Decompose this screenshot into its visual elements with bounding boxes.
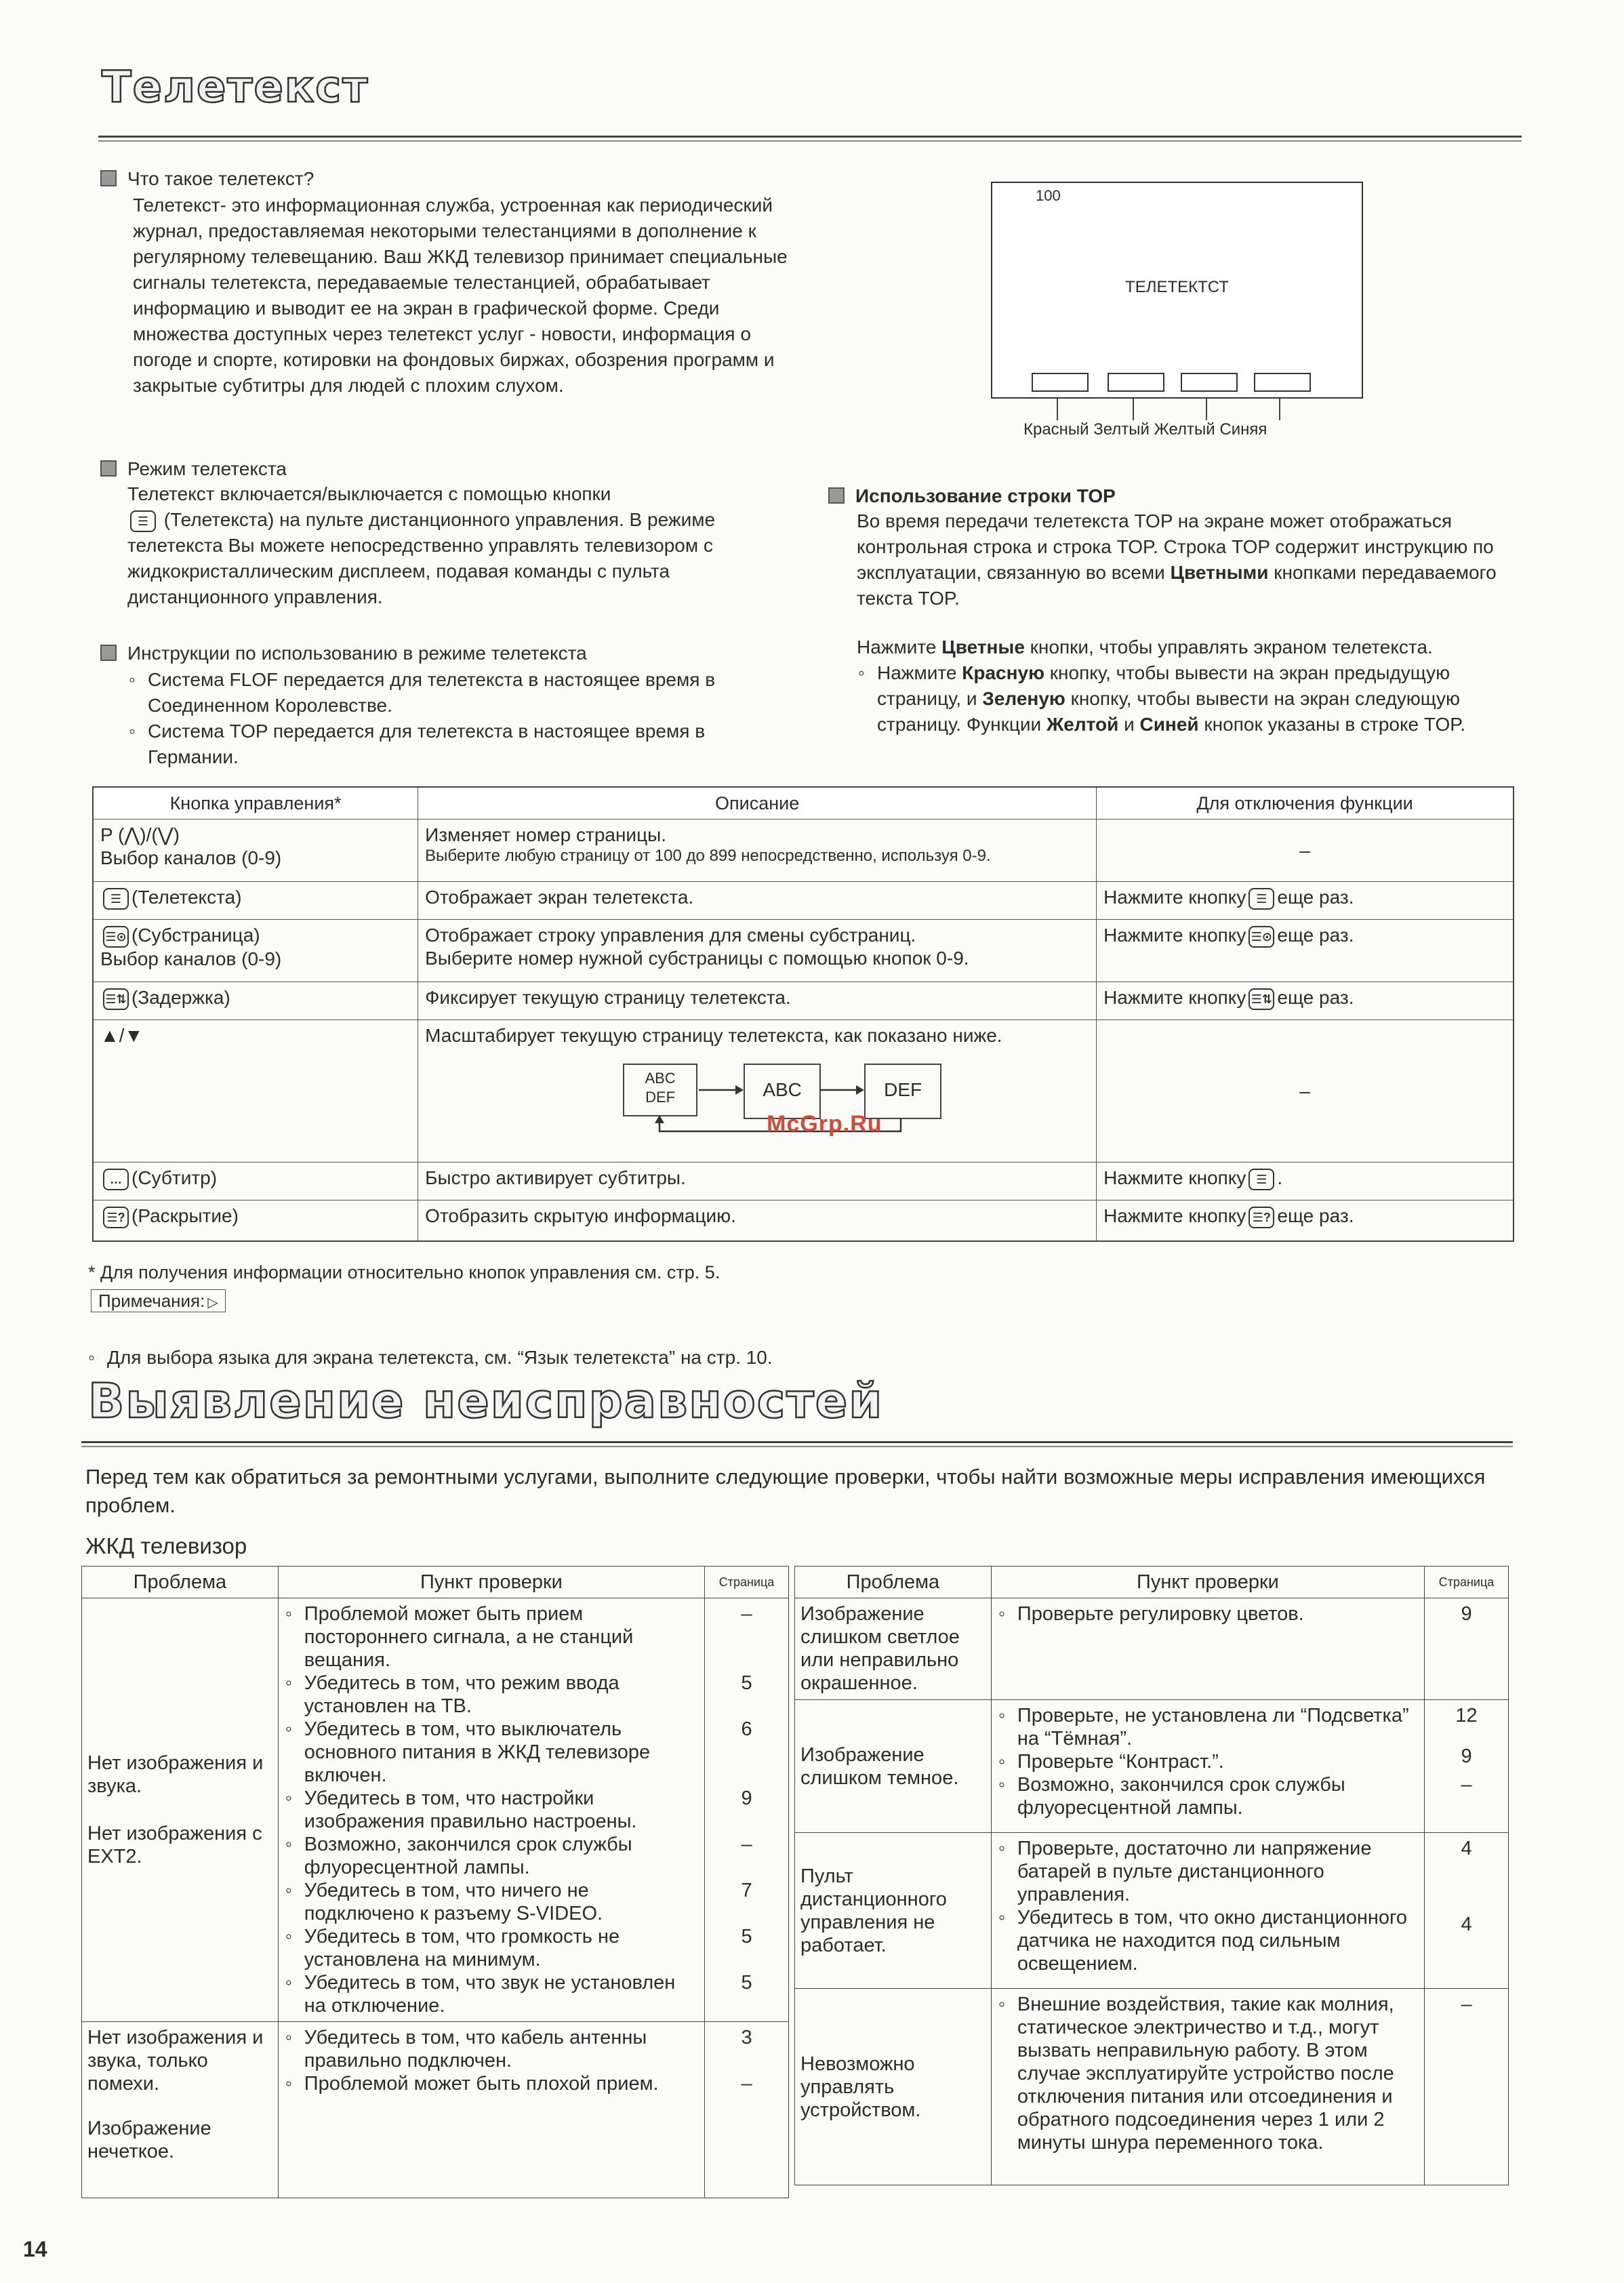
disable-cell: –: [1097, 1020, 1514, 1163]
screen-page-number: 100: [1036, 187, 1061, 204]
instructions-bullet-2: ◦ Система TOP передается для телетекста в настоящее время в Германии.: [127, 719, 785, 770]
zoom-box-top: ABC: [744, 1064, 821, 1119]
mode-heading: Режим телетекста: [127, 458, 287, 479]
button-name: (Телетекста): [131, 887, 242, 908]
table-row: [93, 1163, 1514, 1200]
check-item: ◦ Проверьте, достаточно ли напряжение батарей в пульте дистанционного управления.: [997, 1837, 1419, 1906]
page-ref: 7: [741, 1880, 752, 1901]
subtitle-icon: …: [103, 1169, 129, 1190]
swatch-leader-lines: [991, 389, 1360, 423]
check-item: ◦ Убедитесь в том, что кабель антенны правильно подключен.: [284, 2026, 699, 2072]
header-disable: Для отключения функции: [1097, 787, 1514, 820]
header-problem: Проблема: [795, 1567, 992, 1598]
button-name-2: Выбор каналов (0-9): [100, 948, 282, 969]
problem-text-2: Изображение нечеткое.: [87, 2118, 211, 2162]
mode-text-b: (Телетекста) на пульте дистанционного управления. В режиме телетекста Вы можете непосредственно управлять телевизором с жидкокристаллическим дисплеем, подавая команды с пульта дистанционного управления.: [127, 509, 716, 607]
mode-section: [100, 458, 792, 610]
button-name: ▲/▼: [93, 1020, 418, 1163]
description-2: Выберите любую страницу от 100 до 899 непосредственно, используя 0-9.: [425, 847, 991, 865]
instructions-section: [100, 643, 832, 770]
what-is-heading: Что такое телетекст?: [127, 168, 314, 189]
button-name: (Субстраница): [131, 925, 260, 946]
bullet-yellow: Желтой: [1046, 714, 1119, 735]
top-line-text-a: Во время передачи телетекста TOP на экране может отображаться контрольная строка и строка TOP. Строка TOP содержит инструкцию по эксплуатации, связанную во всеми: [857, 510, 1494, 583]
check-item: ◦ Внешние воздействия, такие как молния, статическое электричество и т.д., могут вызвать неправильную работу. В этом случае эксплуатируйте устройство после отключения питания или отсоединения и обратного подсоединения через 1 или 2 минуты шнура переменного тока.: [997, 1993, 1419, 2154]
problem-text: Пульт дистанционного управления не работает.: [795, 1833, 992, 1989]
table-row: [795, 1700, 1509, 1833]
page-ref: –: [741, 1603, 752, 1625]
problem-text: Нет изображения и звука.: [87, 1752, 264, 1797]
troubleshoot-title: Выявление неисправностей: [88, 1373, 884, 1429]
description: Отображает строку управления для смены субстраниц.: [425, 925, 916, 946]
header-button: Кнопка управления*: [93, 787, 418, 820]
page-ref: 4: [1461, 1838, 1472, 1859]
header-page: Страница: [1425, 1567, 1509, 1598]
table-row: [82, 1598, 789, 2022]
table-row: [795, 1833, 1509, 1989]
notes-label: [91, 1289, 226, 1312]
bullet-part-2: кнопку, чтобы вывести на экран предыдущую страницу, и: [877, 662, 1450, 709]
page-ref: 9: [741, 1787, 752, 1809]
problem-text: Невозможно управлять устройством.: [795, 1989, 992, 2185]
watermark: McGrp.Ru: [767, 1111, 882, 1137]
instructions-bullet-1: ◦ Система FLOF передается для телетекста в настоящее время в Соединенном Королевстве.: [127, 667, 785, 719]
zoom-box-line-2: DEF: [645, 1089, 676, 1106]
button-name: (Субтитр): [131, 1167, 218, 1188]
top-line-heading: Использование строки TOP: [855, 485, 1116, 506]
page-ref: 9: [1461, 1745, 1472, 1767]
disable-text: Нажмите кнопку: [1103, 925, 1246, 946]
table-row: [82, 2022, 789, 2198]
square-bullet-icon: [100, 460, 117, 477]
disable-cell: –: [1097, 820, 1514, 882]
description-2: Выберите номер нужной субстраницы с помощью кнопок 0-9.: [425, 948, 969, 969]
disable-text-2: .: [1277, 1167, 1283, 1188]
header-page: Страница: [705, 1567, 789, 1598]
troubleshoot-intro: Перед тем как обратиться за ремонтными услугами, выполните следующие проверки, чтобы найти возможные меры исправления имеющихся проблем.: [85, 1465, 1486, 1517]
header-problem: Проблема: [82, 1567, 279, 1598]
hold-icon: ☰⇅: [1249, 988, 1274, 1010]
reveal-icon: ☰?: [1249, 1207, 1274, 1228]
bullet-red: Красную: [962, 662, 1045, 683]
description: Фиксирует текущую страницу телетекста.: [418, 982, 1097, 1020]
screen-buttons-caption: Красный Зелтый Желтый Синяя: [1023, 420, 1267, 439]
page-ref: 12: [1455, 1705, 1478, 1726]
page-ref: 5: [741, 1672, 752, 1694]
page-ref: 3: [741, 2027, 752, 2048]
page-ref: 4: [1461, 1914, 1472, 1935]
check-item: ◦ Проверьте, не установлена ли “Подсветка” на “Тёмная”.: [997, 1704, 1419, 1750]
table-row: [93, 1020, 1514, 1163]
top-line-text-bold: Цветными: [1170, 562, 1269, 583]
trouble-table-header: [795, 1567, 1509, 1598]
mode-text: [100, 481, 792, 610]
page-ref: –: [741, 1834, 752, 1855]
table-row: [93, 920, 1514, 982]
check-item: ◦ Возможно, закончился срок службы флуоресцентной лампы.: [284, 1833, 699, 1879]
description: Изменяет номер страницы.: [425, 824, 667, 845]
teletext-icon: ☰: [103, 888, 129, 910]
table-row: [93, 1200, 1514, 1241]
description: Масштабирует текущую страницу телетекста, как показано ниже.: [425, 1025, 1002, 1046]
subpage-icon: ☰⊙: [1249, 926, 1274, 948]
button-name-2: Выбор каналов (0-9): [100, 847, 282, 868]
control-table-header: [93, 787, 1514, 820]
description: Отображает экран телетекста.: [418, 882, 1097, 920]
description: Отобразить скрытую информацию.: [418, 1200, 1097, 1241]
page-ref: 5: [741, 1972, 752, 1994]
disable-text: Нажмите кнопку: [1103, 987, 1246, 1008]
top-line-bullet: [857, 660, 1520, 738]
teletext-title: Телетекст: [102, 62, 369, 113]
mode-text-a: Телетекст включается/выключается с помощью кнопки: [127, 483, 611, 504]
table-row: [795, 1598, 1509, 1700]
disable-text: Нажмите кнопку: [1103, 887, 1246, 908]
what-is-text: Телетекст- это информационная служба, устроенная как периодический журнал, предоставляемая некоторыми телестанциями в дополнение к регулярному телевещанию. Ваш ЖКД телевизор принимает специальные сигналы телетекста, передаваемые телестанцией, обрабатывает информацию и выводит ее на экран в графической форме. Среди множества доступных через телетекст услуг - новости, информация о погоде и спорте, котировки на фондовых биржах, обозрения программ и закрытые субтитры для людей с плохим слухом.: [133, 195, 788, 396]
chevron-right-icon: ▷: [207, 1295, 218, 1310]
check-item: ◦ Убедитесь в том, что режим ввода установлен на ТВ.: [284, 1672, 699, 1718]
check-item: ◦ Убедитесь в том, что окно дистанционного датчика не находится под сильным освещением.: [997, 1906, 1419, 1975]
reveal-icon: ☰?: [103, 1207, 129, 1228]
control-table: [92, 786, 1514, 1242]
check-item: ◦ Убедитесь в том, что звук не установлен на отключение.: [284, 1971, 699, 2017]
table-row: [93, 982, 1514, 1020]
bullet-and: и: [1124, 714, 1135, 735]
teletext-icon: ☰: [1249, 1169, 1274, 1190]
check-item: ◦ Проблемой может быть плохой прием.: [284, 2072, 699, 2095]
check-item: ◦ Убедитесь в том, что ничего не подключено к разъему S-VIDEO.: [284, 1879, 699, 1925]
header-check: Пункт проверки: [278, 1567, 704, 1598]
zoom-diagram: [425, 1047, 1089, 1149]
notes-label-text: Примечания:: [98, 1291, 205, 1311]
page-ref: –: [1461, 1774, 1472, 1796]
problem-text: Нет изображения и звука, только помехи.: [87, 2027, 264, 2095]
description: Быстро активирует субтитры.: [418, 1163, 1097, 1200]
teletext-screen-diagram: [991, 182, 1363, 399]
bullet-part-3: кнопку, чтобы вывести на экран следующую страницу. Функции: [877, 688, 1461, 735]
disable-text-2: еще раз.: [1277, 987, 1354, 1008]
problem-text: Изображение слишком темное.: [795, 1700, 992, 1833]
instructions-heading: Инструкции по использованию в режиме телетекста: [127, 643, 587, 664]
trouble-table-left: [81, 1566, 789, 2198]
trouble-table-header: [82, 1567, 789, 1598]
top-line-section: [828, 485, 1520, 738]
button-name: (Раскрытие): [131, 1205, 239, 1226]
zoom-box-line-1: ABC: [645, 1070, 676, 1087]
hold-icon: ☰⇅: [103, 988, 129, 1010]
footnote: * Для получения информации относительно кнопок управления см. стр. 5.: [88, 1262, 720, 1282]
press-text-bold: Цветные: [941, 637, 1025, 658]
top-line-text-c: кнопками передаваемого текста TOP.: [857, 562, 1497, 609]
check-item: ◦ Убедитесь в том, что настройки изображения правильно настроены.: [284, 1787, 699, 1833]
square-bullet-icon: [828, 487, 845, 504]
trouble-table-right: [794, 1566, 1509, 2185]
table-row: [93, 882, 1514, 920]
page-ref: 5: [741, 1926, 752, 1947]
header-description: Описание: [418, 787, 1097, 820]
page-ref: 9: [1425, 1598, 1509, 1700]
button-name: (Задержка): [131, 987, 230, 1008]
title-rule: [98, 136, 1522, 142]
subpage-icon: ☰⊙: [103, 926, 129, 948]
page-number: 14: [23, 2237, 47, 2261]
disable-text-2: еще раз.: [1277, 1205, 1354, 1226]
table-row: [795, 1989, 1509, 2185]
page-ref: –: [1425, 1989, 1509, 2185]
page-ref: 6: [741, 1718, 752, 1740]
square-bullet-icon: [100, 170, 117, 186]
bullet-part-1: Нажмите: [877, 662, 957, 683]
note-1: ◦ Для выбора языка для экрана телетекста, см. “Язык телетекста” на стр. 10.: [87, 1345, 1624, 1371]
check-item: ◦ Убедитесь в том, что выключатель основного питания в ЖКД телевизоре включен.: [284, 1718, 699, 1787]
square-bullet-icon: [100, 645, 117, 661]
bullet-blue: Синей: [1139, 714, 1199, 735]
teletext-icon: ☰: [130, 510, 156, 532]
disable-text-2: еще раз.: [1277, 887, 1354, 908]
check-item: ◦ Проверьте регулировку цветов.: [997, 1602, 1419, 1625]
disable-text: Нажмите кнопку: [1103, 1167, 1246, 1188]
check-item: ◦ Проверьте “Контраст.”.: [997, 1750, 1419, 1773]
teletext-icon: ☰: [1249, 888, 1274, 910]
check-item: ◦ Возможно, закончился срок службы флуоресцентной лампы.: [997, 1773, 1419, 1819]
bullet-green: Зеленую: [982, 688, 1065, 709]
screen-center-label: ТЕЛЕТЕКТСТ: [1125, 278, 1229, 296]
check-item: ◦ Проблемой может быть прием постороннего сигнала, а не станций вещания.: [284, 1602, 699, 1672]
troubleshoot-rule: [81, 1441, 1513, 1447]
what-is-section: [100, 168, 792, 399]
bullet-part-4: кнопок указаны в строке TOP.: [1204, 714, 1466, 735]
disable-text: Нажмите кнопку: [1103, 1205, 1246, 1226]
zoom-box-bottom: DEF: [864, 1064, 941, 1119]
header-check: Пункт проверки: [991, 1567, 1424, 1598]
press-text-c: кнопки, чтобы управлять экраном телетекста.: [1030, 637, 1433, 658]
page-ref: –: [741, 2073, 752, 2095]
disable-text-2: еще раз.: [1277, 925, 1354, 946]
lcd-tv-subtitle: ЖКД телевизор: [85, 1533, 247, 1558]
problem-text: Изображение слишком светлое или неправильно окрашенное.: [795, 1598, 992, 1700]
button-name: P (⋀)/(⋁): [100, 824, 180, 845]
problem-text-2: Нет изображения с EXT2.: [87, 1823, 262, 1867]
press-text-a: Нажмите: [857, 637, 937, 658]
check-item: ◦ Убедитесь в том, что громкость не установлена на минимум.: [284, 1925, 699, 1971]
table-row: [93, 820, 1514, 882]
